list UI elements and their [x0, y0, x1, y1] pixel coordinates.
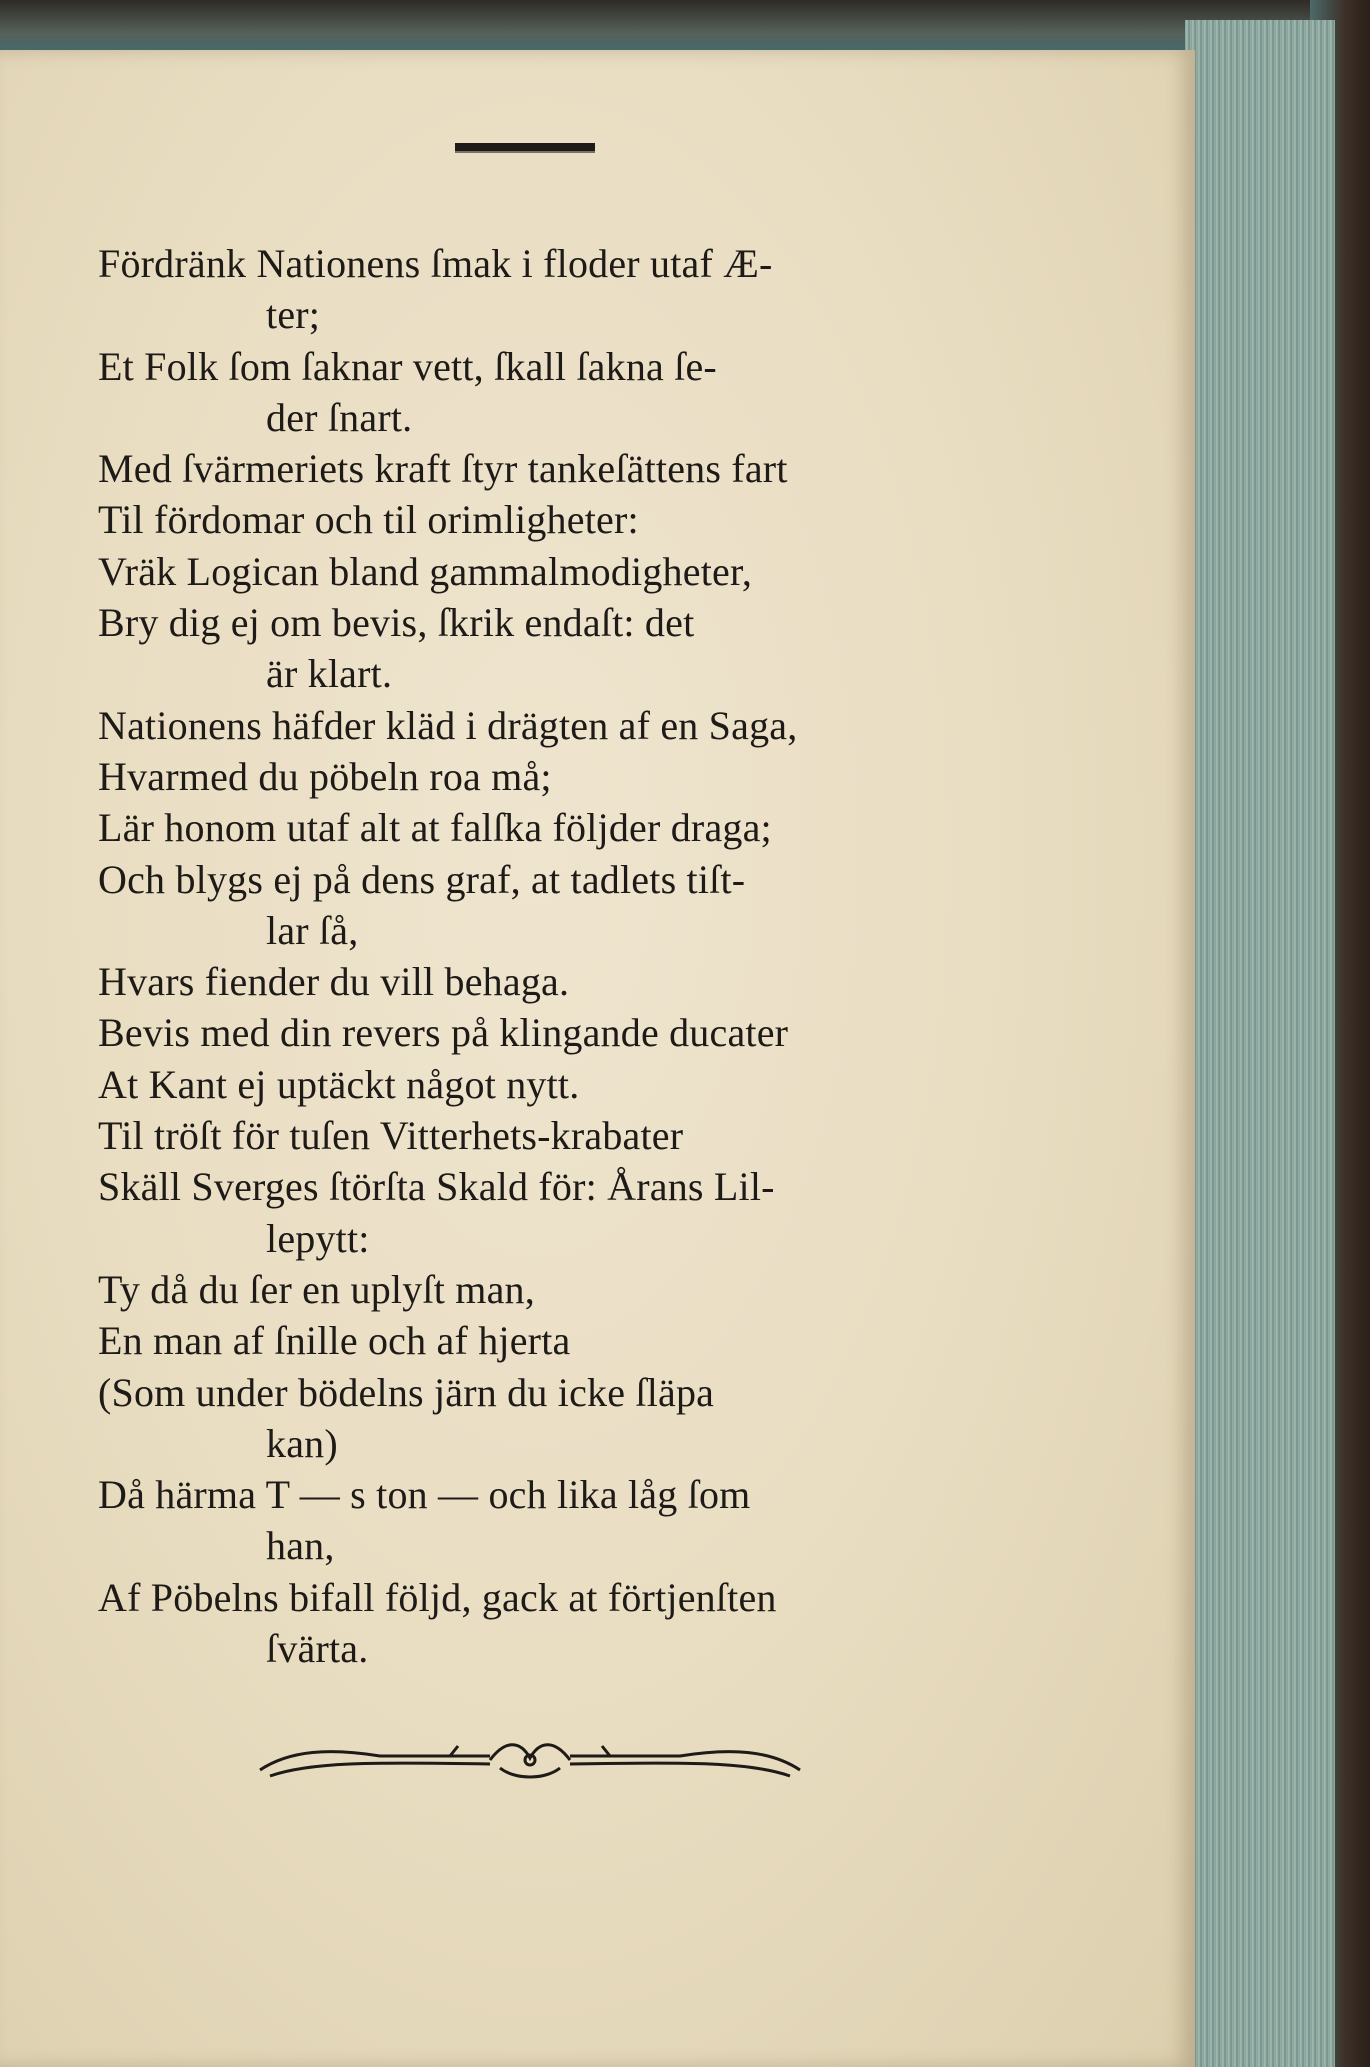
- poem-line: Et Folk ſom ſaknar vett, ſkall ſakna ſe-: [98, 343, 717, 389]
- poem-line: At Kant ej uptäckt något nytt.: [98, 1061, 580, 1107]
- poem-line: Til fördomar och til orimligheter:: [98, 497, 639, 543]
- poem-line: Bry dig ej om bevis, ſkrik endaſt: det: [98, 600, 695, 646]
- poem-line: är klart.: [266, 651, 393, 697]
- poem-line: Hvars fiender du vill behaga.: [98, 959, 570, 1005]
- poem-line: lar ſå,: [266, 907, 359, 953]
- fleuron-icon: [250, 1730, 810, 1790]
- poem-line: Fördränk Nationens ſmak i floder utaf Æ-: [98, 241, 773, 286]
- page-edges: [1185, 20, 1335, 2067]
- poem-line: (Som under bödelns järn du icke ſläpa: [98, 1369, 715, 1415]
- poem-line: Hvarmed du pöbeln roa må;: [98, 753, 552, 799]
- poem-line: Nationens häfder kläd i drägten af en Saga,: [98, 702, 798, 748]
- poem-line: ſvärta.: [266, 1626, 369, 1672]
- poem-line: kan): [266, 1420, 338, 1466]
- poem-line: Med ſvärmeriets kraft ſtyr tankeſättens fart: [98, 446, 788, 492]
- poem-line: der ſnart.: [266, 394, 413, 440]
- poem-line: Ty då du ſer en uplyſt man,: [98, 1266, 535, 1312]
- poem-text: [98, 238, 978, 1674]
- poem-line: Då härma T — s ton — och lika låg ſom: [98, 1472, 751, 1518]
- poem-line: Bevis med din revers på klingande ducater: [98, 1010, 789, 1056]
- poem-line: han,: [266, 1523, 335, 1569]
- poem-line: lepytt:: [266, 1215, 370, 1261]
- poem-line: Lär honom utaf alt at falſka följder draga;: [98, 805, 772, 851]
- poem-line: Och blygs ej på dens graf, at tadlets tiſt-: [98, 856, 746, 902]
- poem-line: Skäll Sverges ſtörſta Skald för: Årans Lil-: [98, 1164, 775, 1210]
- printed-rule: [455, 143, 595, 153]
- poem-line: Vräk Logican bland gammalmodigheter,: [98, 548, 753, 594]
- poem-line: En man af ſnille och af hjerta: [98, 1318, 571, 1364]
- poem-line: Til tröſt för tuſen Vitterhets-krabater: [98, 1113, 684, 1159]
- poem-line: Af Pöbelns bifall följd, gack at förtjenſten: [98, 1574, 777, 1620]
- poem-line: ter;: [266, 292, 321, 338]
